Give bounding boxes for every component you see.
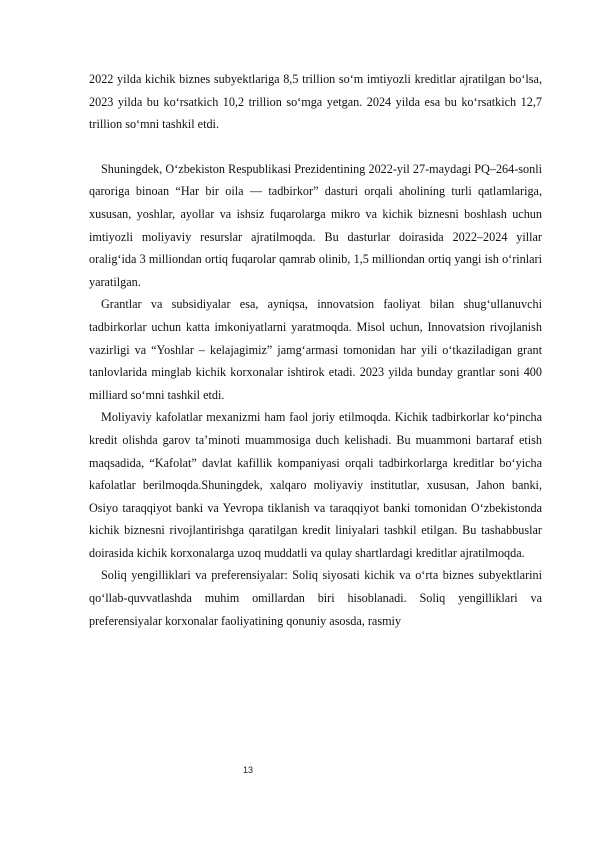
- paragraph-grants-subsidies: Grantlar va subsidiyalar esa, ayniqsa, innovatsion faoliyat bilan shug‘ullanuvchi tadbirkorlar uchun katta imkoniyatlarni yaratmoqda. Misol uchun, Innovatsion rivojlanish vazirligi va “Yoshlar – kelajagimiz” jamg‘armasi tomonidan har yili o‘tkaziladigan grant tanlovlarida minglab kichik korxonalar ishtirok etadi. 2023 yilda bunday grantlar soni 400 milliard so‘mni tashkil etdi.: [89, 297, 542, 402]
- paragraph-family-entrepreneur-program: Shuningdek, O‘zbekiston Respublikasi Prezidentining 2022-yil 27-maydagi PQ–264-sonli qaroriga binoan “Har bir oila — tadbirkor” dasturi orqali aholining turli qatlamlariga, xususan, yoshlar, ayollar va ishsiz fuqarolarga mikro va kichik biznesni boshlash uchun imtiyozli moliyaviy resurslar ajratilmoqda. Bu dasturlar doirasida 2022–2024 yillar oralig‘ida 3 milliondan ortiq fuqarolar qamrab olinib, 1,5 milliondan ortiq yangi ish o‘rinlari yaratilgan.: [89, 161, 542, 289]
- document-body: [89, 68, 542, 632]
- page-number: 13: [243, 765, 254, 775]
- paragraph-financial-guarantees: Moliyaviy kafolatlar mexanizmi ham faol joriy etilmoqda. Kichik tadbirkorlar ko‘pincha kredit olishda garov ta’minoti muammosiga duch kelishadi. Bu muammoni bartaraf etish maqsadida, “Kafolat” davlat kafillik kompaniyasi orqali tadbirkorlarga kreditlar bo‘yicha kafolatlar berilmoqda.Shuningdek, xalqaro moliyaviy institutlar, xususan, Jahon banki, Osiyo taraqqiyot banki va Yevropa tiklanish va taraqqiyot banki tomonidan O‘zbekistonda kichik biznesni rivojlantirishga qaratilgan kredit liniyalari tashkil etilgan. Bu tashabbuslar doirasida kichik korxonalarga uzoq muddatli va qulay shartlardagi kreditlar ajratilmoqda.: [89, 410, 542, 560]
- paragraph-gap: [89, 136, 542, 158]
- paragraph-credit-stats: 2022 yilda kichik biznes subyektlariga 8,5 trillion so‘m imtiyozli kreditlar ajratilgan bo‘lsa, 2023 yilda bu ko‘rsatkich 10,2 trillion so‘mga yetgan. 2024 yilda esa bu ko‘rsatkich 12,7 trillion so‘mni tashkil etdi.: [89, 72, 542, 132]
- paragraph-tax-benefits: Soliq yengilliklari va preferensiyalar: Soliq siyosati kichik va o‘rta biznes subyektlarini qo‘llab-quvvatlashda muhim omillardan biri hisoblanadi. Soliq yengilliklari va preferensiyalar korxonalar faoliyatining qonuniy asosda, rasmiy: [89, 568, 542, 628]
